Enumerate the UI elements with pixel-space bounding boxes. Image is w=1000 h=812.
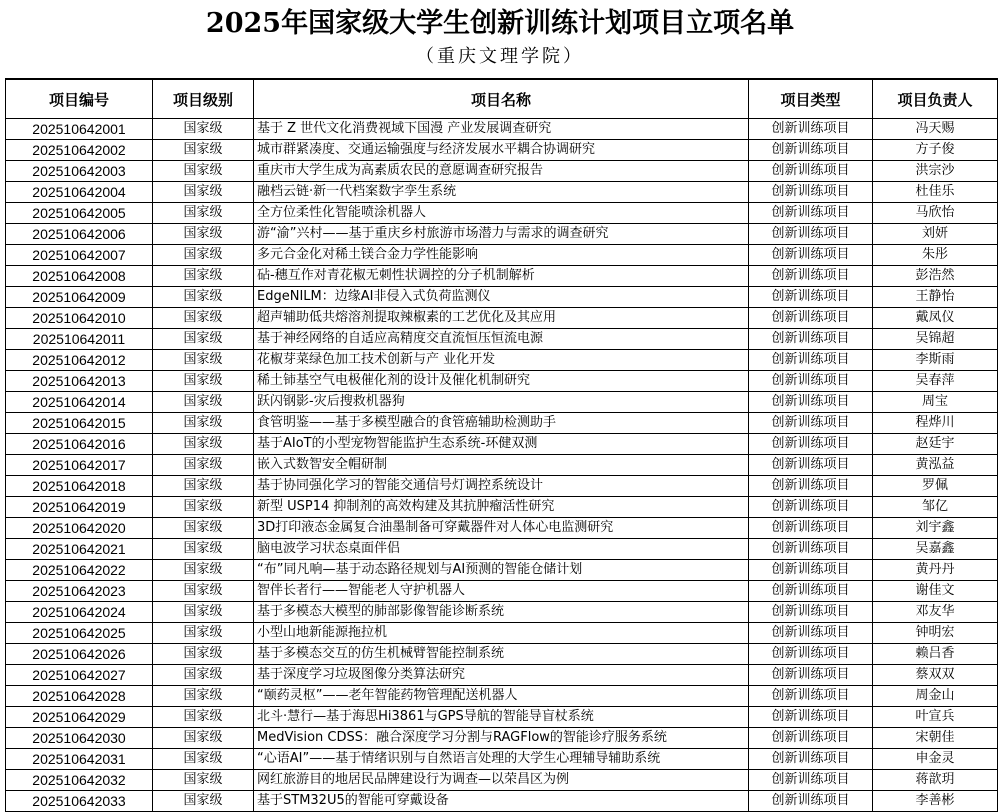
cell-project-leader: 周宝 [873,392,998,413]
cell-project-level: 国家级 [153,728,254,749]
cell-project-name: 食管明鉴——基于多模型融合的食管癌辅助检测助手 [254,413,749,434]
cell-project-level: 国家级 [153,161,254,182]
table-row [6,287,998,308]
cell-project-level: 国家级 [153,287,254,308]
cell-project-type: 创新训练项目 [749,329,873,350]
cell-project-level: 国家级 [153,749,254,770]
table-row [6,707,998,728]
cell-project-type: 创新训练项目 [749,581,873,602]
cell-project-name: 3D打印液态金属复合油墨制备可穿戴器件对人体心电监测研究 [254,518,749,539]
cell-project-id: 202510642032 [6,770,153,791]
cell-project-leader: 刘宇鑫 [873,518,998,539]
table-row [6,770,998,791]
cell-project-id: 202510642009 [6,287,153,308]
cell-project-name: 基于深度学习垃圾图像分类算法研究 [254,665,749,686]
cell-project-leader: 邹亿 [873,497,998,518]
header-project-leader: 项目负责人 [873,79,998,119]
cell-project-level: 国家级 [153,707,254,728]
cell-project-name: 小型山地新能源拖拉机 [254,623,749,644]
cell-project-name: 花椒芽菜绿色加工技术创新与产 业化开发 [254,350,749,371]
cell-project-id: 202510642015 [6,413,153,434]
table-row [6,392,998,413]
cell-project-id: 202510642026 [6,644,153,665]
cell-project-name: 基于协同强化学习的智能交通信号灯调控系统设计 [254,476,749,497]
cell-project-type: 创新训练项目 [749,161,873,182]
cell-project-leader: 王静怡 [873,287,998,308]
cell-project-leader: 程烨川 [873,413,998,434]
cell-project-type: 创新训练项目 [749,455,873,476]
cell-project-name: 全方位柔性化智能喷涂机器人 [254,203,749,224]
cell-project-name: 基于多模态交互的仿生机械臂智能控制系统 [254,644,749,665]
cell-project-id: 202510642002 [6,140,153,161]
cell-project-leader: 宋朝佳 [873,728,998,749]
table-row [6,581,998,602]
cell-project-id: 202510642021 [6,539,153,560]
cell-project-level: 国家级 [153,371,254,392]
cell-project-name: 基于AIoT的小型宠物智能监护生态系统-环健双测 [254,434,749,455]
cell-project-name: 智伴长者行——智能老人守护机器人 [254,581,749,602]
cell-project-leader: 赖吕香 [873,644,998,665]
cell-project-leader: 朱彤 [873,245,998,266]
table-row [6,560,998,581]
cell-project-leader: 冯天赐 [873,119,998,140]
table-body [6,119,998,812]
table-row [6,455,998,476]
cell-project-type: 创新训练项目 [749,266,873,287]
cell-project-type: 创新训练项目 [749,308,873,329]
table-row [6,371,998,392]
table-row [6,476,998,497]
cell-project-id: 202510642027 [6,665,153,686]
cell-project-type: 创新训练项目 [749,287,873,308]
table-row [6,728,998,749]
cell-project-level: 国家级 [153,392,254,413]
table-row [6,329,998,350]
cell-project-type: 创新训练项目 [749,497,873,518]
cell-project-id: 202510642028 [6,686,153,707]
cell-project-type: 创新训练项目 [749,707,873,728]
cell-project-name: MedVision CDSS：融合深度学习分割与RAGFlow的智能诊疗服务系统 [254,728,749,749]
cell-project-level: 国家级 [153,539,254,560]
cell-project-name: 城市群紧凑度、交通运输强度与经济发展水平耦合协调研究 [254,140,749,161]
cell-project-level: 国家级 [153,497,254,518]
document-title: 2025年国家级大学生创新训练计划项目立项名单 [205,8,795,39]
cell-project-name: 游“渝”兴村——基于重庆乡村旅游市场潜力与需求的调查研究 [254,224,749,245]
cell-project-name: 超声辅助低共熔溶剂提取辣椒素的工艺优化及其应用 [254,308,749,329]
cell-project-id: 202510642020 [6,518,153,539]
cell-project-id: 202510642012 [6,350,153,371]
cell-project-leader: 戴凤仪 [873,308,998,329]
cell-project-id: 202510642018 [6,476,153,497]
cell-project-name: 脑电波学习状态桌面伴侣 [254,539,749,560]
project-table [5,78,998,812]
cell-project-level: 国家级 [153,455,254,476]
table-row [6,434,998,455]
cell-project-type: 创新训练项目 [749,434,873,455]
cell-project-name: 北斗·慧行—基于海思Hi3861与GPS导航的智能导盲杖系统 [254,707,749,728]
cell-project-id: 202510642025 [6,623,153,644]
cell-project-level: 国家级 [153,413,254,434]
cell-project-level: 国家级 [153,350,254,371]
table-row [6,266,998,287]
cell-project-leader: 邓友华 [873,602,998,623]
cell-project-leader: 黄丹丹 [873,560,998,581]
cell-project-name: 基于STM32U5的智能可穿戴设备 [254,791,749,812]
table-row [6,245,998,266]
cell-project-id: 202510642024 [6,602,153,623]
cell-project-level: 国家级 [153,329,254,350]
cell-project-level: 国家级 [153,308,254,329]
header-project-level: 项目级别 [153,79,254,119]
cell-project-leader: 方子俊 [873,140,998,161]
table-row [6,308,998,329]
cell-project-leader: 蒋歆玥 [873,770,998,791]
cell-project-id: 202510642010 [6,308,153,329]
cell-project-leader: 马欣怡 [873,203,998,224]
cell-project-level: 国家级 [153,476,254,497]
cell-project-name: 多元合金化对稀土镁合金力学性能影响 [254,245,749,266]
cell-project-id: 202510642033 [6,791,153,812]
cell-project-level: 国家级 [153,560,254,581]
table-row [6,161,998,182]
table-row [6,203,998,224]
cell-project-id: 202510642023 [6,581,153,602]
cell-project-leader: 蔡双双 [873,665,998,686]
cell-project-type: 创新训练项目 [749,245,873,266]
cell-project-level: 国家级 [153,203,254,224]
table-row [6,665,998,686]
cell-project-leader: 吴锦超 [873,329,998,350]
table-row [6,182,998,203]
cell-project-id: 202510642016 [6,434,153,455]
cell-project-leader: 赵廷宇 [873,434,998,455]
cell-project-type: 创新训练项目 [749,371,873,392]
cell-project-type: 创新训练项目 [749,791,873,812]
cell-project-level: 国家级 [153,140,254,161]
table-row [6,539,998,560]
cell-project-type: 创新训练项目 [749,140,873,161]
table-row [6,602,998,623]
cell-project-level: 国家级 [153,623,254,644]
cell-project-id: 202510642014 [6,392,153,413]
table-row [6,119,998,140]
cell-project-id: 202510642005 [6,203,153,224]
table-row [6,749,998,770]
cell-project-type: 创新训练项目 [749,224,873,245]
cell-project-level: 国家级 [153,266,254,287]
cell-project-leader: 叶宣兵 [873,707,998,728]
cell-project-leader: 谢佳文 [873,581,998,602]
cell-project-id: 202510642001 [6,119,153,140]
cell-project-leader: 彭浩然 [873,266,998,287]
cell-project-type: 创新训练项目 [749,749,873,770]
cell-project-type: 创新训练项目 [749,665,873,686]
cell-project-leader: 李善彬 [873,791,998,812]
cell-project-type: 创新训练项目 [749,686,873,707]
cell-project-level: 国家级 [153,644,254,665]
cell-project-level: 国家级 [153,182,254,203]
cell-project-leader: 吴嘉鑫 [873,539,998,560]
cell-project-leader: 刘妍 [873,224,998,245]
cell-project-leader: 李斯雨 [873,350,998,371]
cell-project-level: 国家级 [153,665,254,686]
cell-project-id: 202510642007 [6,245,153,266]
cell-project-type: 创新训练项目 [749,728,873,749]
cell-project-leader: 申金灵 [873,749,998,770]
cell-project-name: 砧-穗互作对青花椒无刺性状调控的分子机制解析 [254,266,749,287]
cell-project-id: 202510642013 [6,371,153,392]
cell-project-id: 202510642019 [6,497,153,518]
cell-project-level: 国家级 [153,518,254,539]
cell-project-id: 202510642008 [6,266,153,287]
header-project-id: 项目编号 [6,79,153,119]
cell-project-type: 创新训练项目 [749,182,873,203]
document-subtitle: （重庆文理学院） [416,46,584,67]
cell-project-name: “颐药灵枢”——老年智能药物管理配送机器人 [254,686,749,707]
cell-project-level: 国家级 [153,245,254,266]
cell-project-name: 稀土铈基空气电极催化剂的设计及催化机制研究 [254,371,749,392]
cell-project-type: 创新训练项目 [749,770,873,791]
table-row [6,686,998,707]
cell-project-level: 国家级 [153,581,254,602]
cell-project-name: 嵌入式数智安全帽研制 [254,455,749,476]
cell-project-name: EdgeNILM：边缘AI非侵入式负荷监测仪 [254,287,749,308]
cell-project-type: 创新训练项目 [749,350,873,371]
cell-project-leader: 周金山 [873,686,998,707]
cell-project-leader: 杜佳乐 [873,182,998,203]
table-header-row [6,79,998,119]
cell-project-id: 202510642030 [6,728,153,749]
cell-project-leader: 罗佩 [873,476,998,497]
cell-project-type: 创新训练项目 [749,560,873,581]
table-row [6,140,998,161]
cell-project-type: 创新训练项目 [749,203,873,224]
cell-project-level: 国家级 [153,602,254,623]
cell-project-level: 国家级 [153,119,254,140]
cell-project-type: 创新训练项目 [749,644,873,665]
cell-project-type: 创新训练项目 [749,539,873,560]
table-row [6,224,998,245]
cell-project-name: 基于多模态大模型的肺部影像智能诊断系统 [254,602,749,623]
cell-project-name: 基于神经网络的自适应高精度交直流恒压恒流电源 [254,329,749,350]
cell-project-name: 跃闪钢影-灾后搜救机器狗 [254,392,749,413]
table-row [6,350,998,371]
cell-project-name: 网红旅游目的地居民品牌建设行为调查—以荣昌区为例 [254,770,749,791]
cell-project-id: 202510642031 [6,749,153,770]
cell-project-id: 202510642004 [6,182,153,203]
cell-project-name: 重庆市大学生成为高素质农民的意愿调查研究报告 [254,161,749,182]
cell-project-leader: 洪宗沙 [873,161,998,182]
header-project-name: 项目名称 [254,79,749,119]
cell-project-id: 202510642006 [6,224,153,245]
cell-project-level: 国家级 [153,686,254,707]
cell-project-name: 新型 USP14 抑制剂的高效构建及其抗肿瘤活性研究 [254,497,749,518]
cell-project-type: 创新训练项目 [749,623,873,644]
cell-project-id: 202510642011 [6,329,153,350]
cell-project-level: 国家级 [153,770,254,791]
cell-project-type: 创新训练项目 [749,518,873,539]
table-row [6,623,998,644]
cell-project-name: “心语AI”——基于情绪识别与自然语言处理的大学生心理辅导辅助系统 [254,749,749,770]
cell-project-name: 基于 Z 世代文化消费视域下国漫 产业发展调查研究 [254,119,749,140]
table-row [6,791,998,812]
cell-project-id: 202510642017 [6,455,153,476]
cell-project-name: “布”同凡响—基于动态路径规划与AI预测的智能仓储计划 [254,560,749,581]
cell-project-level: 国家级 [153,791,254,812]
table-row [6,644,998,665]
cell-project-id: 202510642003 [6,161,153,182]
cell-project-name: 融档云链·新一代档案数字孪生系统 [254,182,749,203]
cell-project-id: 202510642022 [6,560,153,581]
cell-project-id: 202510642029 [6,707,153,728]
cell-project-leader: 吴春萍 [873,371,998,392]
table-row [6,518,998,539]
cell-project-type: 创新训练项目 [749,119,873,140]
cell-project-type: 创新训练项目 [749,602,873,623]
table-row [6,413,998,434]
table-row [6,497,998,518]
header-project-type: 项目类型 [749,79,873,119]
cell-project-level: 国家级 [153,434,254,455]
cell-project-type: 创新训练项目 [749,476,873,497]
cell-project-type: 创新训练项目 [749,413,873,434]
cell-project-leader: 钟明宏 [873,623,998,644]
cell-project-type: 创新训练项目 [749,392,873,413]
cell-project-leader: 黄泓益 [873,455,998,476]
cell-project-level: 国家级 [153,224,254,245]
